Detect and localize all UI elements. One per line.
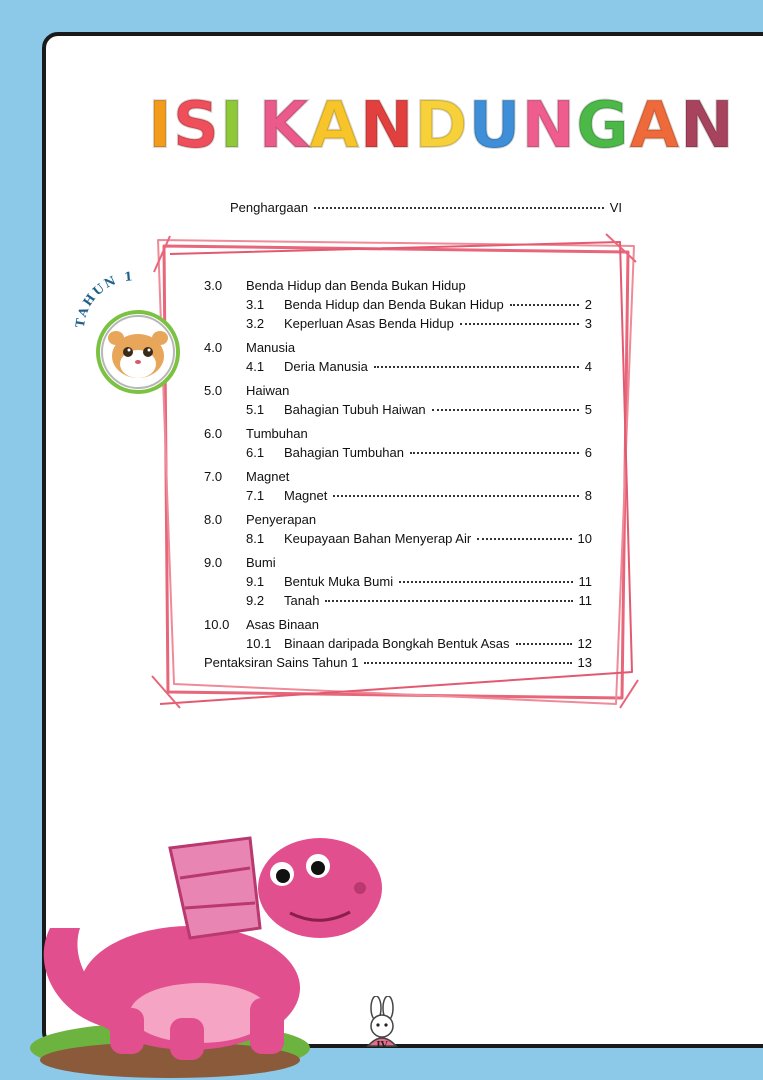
leader-dots	[399, 581, 572, 583]
title-letter: N	[521, 89, 577, 163]
subsection-title: Binaan daripada Bongkah Bentuk Asas	[284, 636, 510, 651]
bunny-icon	[354, 996, 410, 1058]
leader-dots	[325, 600, 572, 602]
chapter-title[interactable]: Bumi	[246, 555, 276, 570]
leader-dots	[510, 304, 579, 306]
subsection-title: Tanah	[284, 593, 320, 608]
toc-label: Pentaksiran Sains Tahun 1	[204, 655, 359, 670]
subsection-title: Bahagian Tumbuhan	[284, 445, 404, 460]
toc-subsection[interactable]	[246, 445, 592, 460]
subsection-title: Bahagian Tubuh Haiwan	[284, 402, 426, 417]
toc-subsection[interactable]	[246, 574, 592, 589]
toc-page-number: 3	[584, 316, 592, 331]
toc-page-number: 8	[584, 488, 592, 503]
toc-page-number: VI	[609, 200, 622, 215]
title-letter: S	[172, 89, 220, 163]
chapter-title[interactable]: Manusia	[246, 340, 296, 355]
toc-subsection[interactable]	[246, 531, 592, 546]
chapter-number: 10.0	[204, 617, 230, 632]
title-letter: U	[468, 89, 522, 163]
leader-dots	[374, 366, 579, 368]
toc-page-number: 10	[577, 531, 592, 546]
toc-subsection[interactable]	[246, 488, 592, 503]
chapter-title[interactable]: Benda Hidup dan Benda Bukan Hidup	[246, 278, 466, 293]
chapter-title[interactable]: Haiwan	[246, 383, 290, 398]
badge-label: TAHUN 1	[72, 269, 136, 329]
chapter-title[interactable]: Asas Binaan	[246, 617, 319, 632]
toc-label: Penghargaan	[230, 200, 309, 215]
toc-page-number: 4	[584, 359, 592, 374]
title-letter: G	[576, 89, 630, 163]
toc-subsection[interactable]	[246, 593, 592, 608]
subsection-number: 9.2	[246, 593, 265, 608]
subsection-number: 4.1	[246, 359, 265, 374]
leader-dots	[410, 452, 579, 454]
chapter-title[interactable]: Tumbuhan	[246, 426, 308, 441]
chapter-number: 5.0	[204, 383, 223, 398]
toc-page-number: 2	[584, 297, 592, 312]
toc-page-number: 12	[577, 636, 592, 651]
title-letter: N	[680, 89, 735, 163]
title-letter: I	[219, 89, 245, 163]
subsection-number: 7.1	[246, 488, 265, 503]
title-letter: A	[629, 89, 681, 163]
leader-dots	[477, 538, 571, 540]
toc-subsection[interactable]	[246, 316, 592, 331]
title-letter: I	[148, 89, 173, 163]
page-number: IV	[376, 1041, 388, 1051]
toc-subsection[interactable]	[246, 297, 592, 312]
dragon-illustration	[20, 808, 400, 1080]
chapter-number: 9.0	[204, 555, 223, 570]
leader-dots	[364, 662, 571, 664]
toc-assessment[interactable]	[204, 655, 592, 670]
leader-dots	[460, 323, 579, 325]
subsection-title: Benda Hidup dan Benda Bukan Hidup	[284, 297, 504, 312]
tahun-badge	[72, 268, 192, 398]
title-letter: N	[359, 89, 415, 163]
chapter-number: 3.0	[204, 278, 223, 293]
leader-dots	[314, 207, 604, 209]
subsection-number: 9.1	[246, 574, 265, 589]
chapter-title[interactable]: Magnet	[246, 469, 290, 484]
chapter-number: 6.0	[204, 426, 223, 441]
toc-page-number: 11	[578, 574, 592, 589]
toc-front-matter[interactable]	[230, 200, 622, 215]
subsection-number: 8.1	[246, 531, 265, 546]
leader-dots	[516, 643, 572, 645]
title-letter: A	[309, 89, 360, 163]
subsection-number: 3.1	[246, 297, 265, 312]
page-title	[148, 78, 735, 163]
subsection-number: 6.1	[246, 445, 265, 460]
toc-page-number: 13	[577, 655, 592, 670]
title-letter: K	[258, 89, 310, 163]
subsection-title: Keupayaan Bahan Menyerap Air	[284, 531, 472, 546]
toc-page-number: 5	[584, 402, 592, 417]
chapter-number: 7.0	[204, 469, 223, 484]
subsection-number: 10.1	[246, 636, 272, 651]
toc-page-number: 6	[584, 445, 592, 460]
subsection-title: Keperluan Asas Benda Hidup	[284, 316, 454, 331]
subsection-title: Magnet	[284, 488, 328, 503]
toc-subsection[interactable]	[246, 402, 592, 417]
leader-dots	[432, 409, 579, 411]
toc-subsection[interactable]	[246, 636, 592, 651]
leader-dots	[333, 495, 578, 497]
chapter-number: 4.0	[204, 340, 223, 355]
toc-page-number: 11	[578, 593, 592, 608]
title-letter: D	[414, 89, 469, 163]
subsection-title: Deria Manusia	[284, 359, 368, 374]
chapter-title[interactable]: Penyerapan	[246, 512, 317, 527]
chapter-number: 8.0	[204, 512, 223, 527]
subsection-number: 3.2	[246, 316, 265, 331]
toc-subsection[interactable]	[246, 359, 592, 374]
subsection-number: 5.1	[246, 402, 265, 417]
subsection-title: Bentuk Muka Bumi	[284, 574, 394, 589]
